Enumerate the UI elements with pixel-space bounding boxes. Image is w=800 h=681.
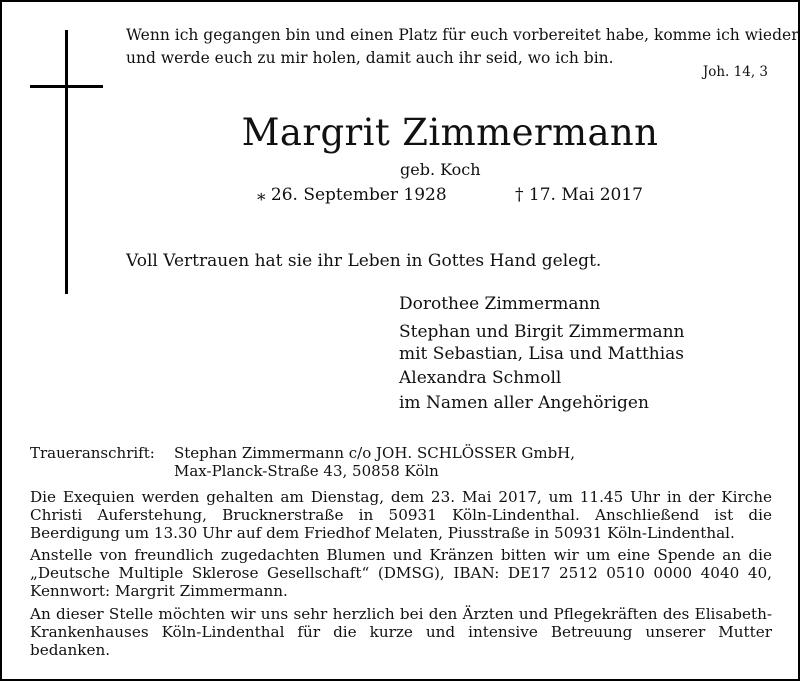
quote-line-2: und werde euch zu mir holen, damit auch ihr seid, wo ich bin. — [126, 49, 614, 67]
family-closing: im Namen aller Angehörigen — [399, 393, 649, 413]
quote-reference: Joh. 14, 3 — [702, 64, 768, 80]
birth-date: ⁎ 26. September 1928 — [257, 185, 447, 205]
thanks-paragraph: An dieser Stelle möchten wir uns sehr herzlich bei den Ärzten und Pflegekräften des Elisabeth-Krankenhauses Köln-Lindenthal für die kurze und intensive Betreuung unserer Mutter bedanken. — [30, 605, 772, 659]
cross-horizontal-bar — [30, 85, 103, 88]
address-line-1: Stephan Zimmermann c/o JOH. SCHLÖSSER GmbH, — [174, 444, 576, 462]
donation-paragraph: Anstelle von freundlich zugedachten Blumen und Kränzen bitten wir um eine Spende an die „Deutsche Multiple Sklerose Gesellschaft“ (DMSG), IBAN: DE17 2512 0510 0000 4040 40, Kennwort: Margrit Zimmermann. — [30, 546, 772, 600]
family-member-3: Alexandra Schmoll — [399, 368, 562, 388]
deceased-name: Margrit Zimmermann — [241, 111, 659, 154]
family-member-1: Dorothee Zimmermann — [399, 294, 601, 314]
bible-quote — [126, 24, 799, 70]
address-label: Traueranschrift: — [30, 444, 155, 462]
service-paragraph: Die Exequien werden gehalten am Dienstag, dem 23. Mai 2017, um 11.45 Uhr in der Kirche Christi Auferstehung, Brucknerstraße in 50931 Köln-Lindenthal. Anschließend ist die Beerdigung um 13.30 Uhr auf dem Friedhof Melaten, Piusstraße in 50931 Köln-Lindenthal. — [30, 488, 772, 542]
quote-line-1: Wenn ich gegangen bin und einen Platz für euch vorbereitet habe, komme ich wieder — [126, 26, 799, 44]
address-line-2: Max-Planck-Straße 43, 50858 Köln — [174, 462, 439, 480]
family-member-2-children: mit Sebastian, Lisa und Matthias — [399, 344, 685, 364]
motto: Voll Vertrauen hat sie ihr Leben in Gottes Hand gelegt. — [126, 251, 602, 271]
death-date: † 17. Mai 2017 — [515, 185, 643, 205]
cross-vertical-bar — [65, 30, 68, 294]
family-member-2: Stephan und Birgit Zimmermann — [399, 322, 685, 342]
maiden-name: geb. Koch — [400, 160, 481, 179]
